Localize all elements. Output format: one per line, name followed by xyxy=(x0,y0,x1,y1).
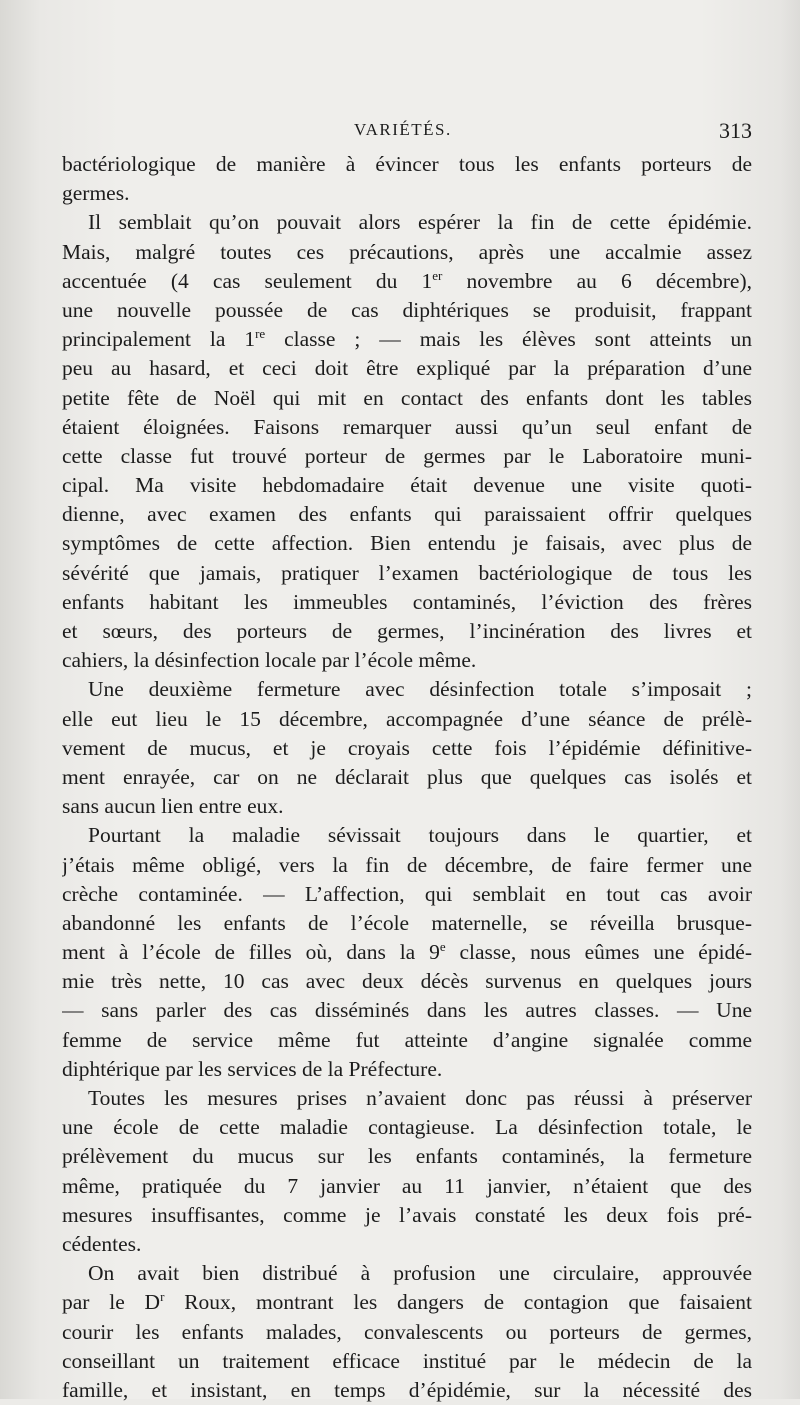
text-line: mie très nette, 10 cas avec deux décès survenus en quelques jours xyxy=(62,969,752,994)
text-line: Une deuxième fermeture avec désinfection totale s’imposait ; xyxy=(88,677,752,702)
text-line: elle eut lieu le 15 décembre, accompagnée d’une séance de prélè- xyxy=(62,706,752,731)
text-line: cahiers, la désinfection locale par l’école même. xyxy=(62,648,477,673)
text-line xyxy=(62,325,752,354)
superscript: e xyxy=(439,938,446,954)
superscript: er xyxy=(432,267,443,283)
text-line: sans aucun lien entre eux. xyxy=(62,794,284,819)
text-fragment: accentuée (4 cas seulement du 1 xyxy=(62,268,433,293)
text-fragment: par le D xyxy=(62,1290,161,1315)
text-line: une école de cette maladie contagieuse. La désinfection totale, le xyxy=(62,1115,752,1140)
text-line: famille, et insistant, en temps d’épidémie, sur la nécessité des xyxy=(62,1377,752,1402)
text-line: une nouvelle poussée de cas diphtériques se produisit, frappant xyxy=(62,297,752,322)
text-fragment: principalement la 1 xyxy=(62,327,256,352)
text-line: crèche contaminée. — L’affection, qui semblait en tout cas avoir xyxy=(62,881,752,906)
text-line: dienne, avec examen des enfants qui paraissaient offrir quelques xyxy=(62,502,752,527)
text-line xyxy=(62,1288,752,1317)
text-line: sévérité que jamais, pratiquer l’examen bactériologique de tous les xyxy=(62,560,752,585)
text-line: et sœurs, des porteurs de germes, l’incinération des livres et xyxy=(62,619,752,643)
text-line: conseillant un traitement efficace institué par le médecin de la xyxy=(62,1348,752,1373)
text-line: ment enrayée, car on ne déclarait plus que quelques cas isolés et xyxy=(62,764,752,789)
text-line: peu au hasard, et ceci doit être expliqué par la préparation d’une xyxy=(62,356,752,381)
page-number: 313 xyxy=(719,118,752,143)
text-line: Mais, malgré toutes ces précautions, après une accalmie assez xyxy=(62,239,752,264)
text-line: courir les enfants malades, convalescents ou porteurs de germes, xyxy=(62,1319,752,1344)
text-line: Toutes les mesures prises n’avaient donc pas réussi à préserver xyxy=(88,1086,752,1110)
text-line: vement de mucus, et je croyais cette fois l’épidémie définitive- xyxy=(62,735,752,760)
text-fragment: Roux, montrant les dangers de contagion que faisaient xyxy=(164,1290,752,1315)
text-fragment: novembre au 6 décembre), xyxy=(442,268,752,293)
body-text xyxy=(62,150,752,1405)
text-line: Pourtant la maladie sévissait toujours dans le quartier, et xyxy=(88,823,752,848)
text-line: prélèvement du mucus sur les enfants contaminés, la fermeture xyxy=(62,1144,752,1169)
text-fragment: ment à l’école de filles où, dans la 9 xyxy=(62,940,440,965)
text-line: enfants habitant les immeubles contaminés, l’éviction des frères xyxy=(62,589,752,614)
text-line: bactériologique de manière à évincer tous les enfants porteurs de xyxy=(62,152,752,176)
text-line: même, pratiquée du 7 janvier au 11 janvier, n’étaient que des xyxy=(62,1173,752,1198)
text-line xyxy=(62,267,752,296)
text-fragment: classe ; — mais les élèves sont atteints un xyxy=(265,327,752,352)
text-line: étaient éloignées. Faisons remarquer aussi qu’un seul enfant de xyxy=(62,414,752,439)
text-line: femme de service même fut atteinte d’angine signalée comme xyxy=(62,1027,752,1052)
text-fragment: classe, nous eûmes une épidé- xyxy=(445,940,752,965)
text-line: symptômes de cette affection. Bien entendu je faisais, avec plus de xyxy=(62,531,752,556)
page-header xyxy=(62,118,752,146)
text-line: cédentes. xyxy=(62,1231,142,1256)
text-line: germes. xyxy=(62,181,130,206)
superscript: re xyxy=(255,325,266,341)
running-title: VARIÉTÉS. xyxy=(354,120,452,139)
superscript: r xyxy=(160,1289,165,1305)
text-line: On avait bien distribué à profusion une circulaire, approuvée xyxy=(88,1261,752,1286)
text-line xyxy=(62,938,752,967)
text-line: mesures insuffisantes, comme je l’avais constaté les deux fois pré- xyxy=(62,1202,752,1227)
text-line: abandonné les enfants de l’école maternelle, se réveilla brusque- xyxy=(62,910,752,935)
text-line: diphtérique par les services de la Préfecture. xyxy=(62,1056,443,1081)
text-line: petite fête de Noël qui mit en contact des enfants dont les tables xyxy=(62,385,752,410)
text-line: — sans parler des cas disséminés dans les autres classes. — Une xyxy=(62,998,752,1023)
text-line: cipal. Ma visite hebdomadaire était devenue une visite quoti- xyxy=(62,473,752,498)
text-line: Il semblait qu’on pouvait alors espérer la fin de cette épidémie. xyxy=(88,210,752,235)
text-line: cette classe fut trouvé porteur de germes par le Laboratoire muni- xyxy=(62,443,752,468)
text-line: j’étais même obligé, vers la fin de décembre, de faire fermer une xyxy=(62,852,752,877)
